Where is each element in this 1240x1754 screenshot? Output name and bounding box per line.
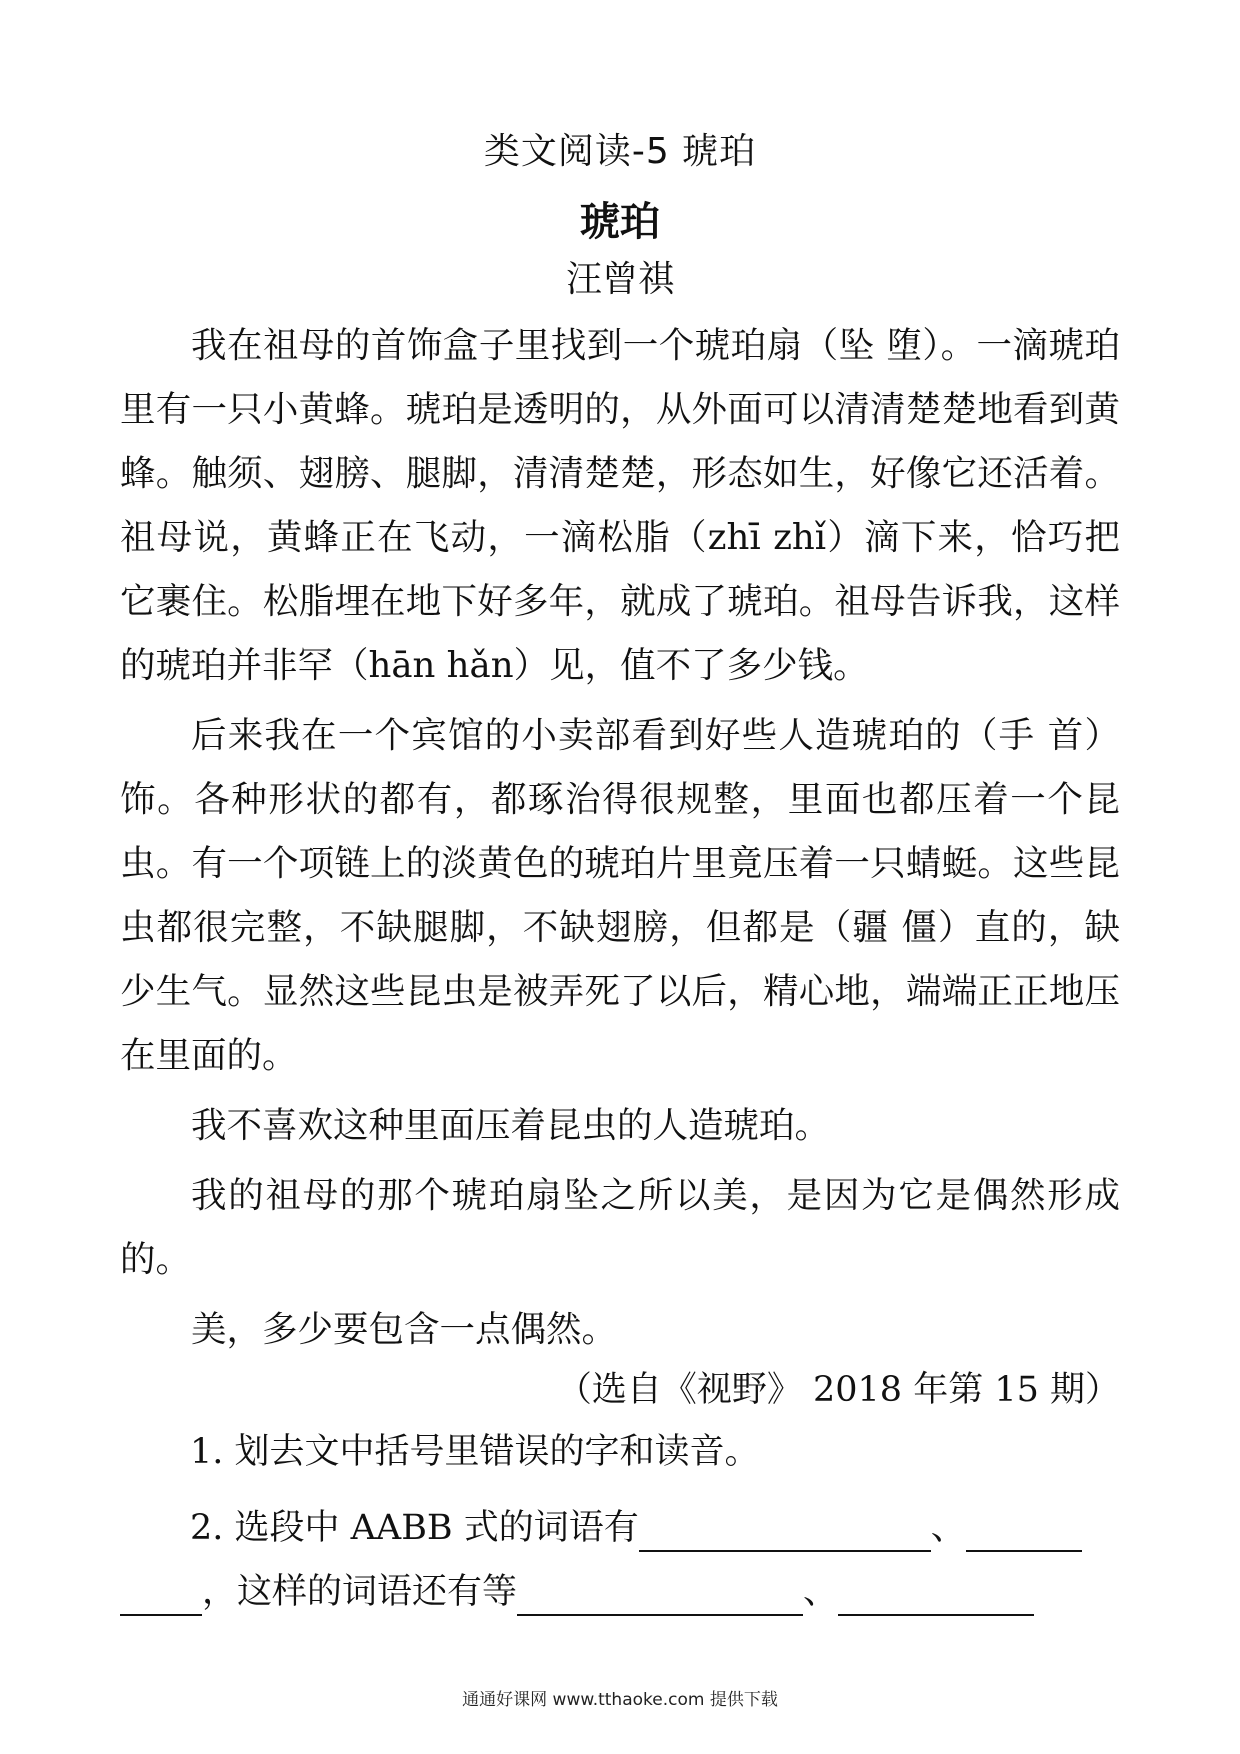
separator: 、 xyxy=(803,1572,839,1612)
answer-blank[interactable] xyxy=(966,1510,1082,1552)
question-2 xyxy=(190,1504,1082,1552)
paragraph: 我不喜欢这种里面压着昆虫的人造琥珀。 xyxy=(191,1105,831,1146)
article-source: （选自《视野》 2018 年第 15 期） xyxy=(556,1370,1120,1410)
paragraph: 后来我在一个宾馆的小卖部看到好些人造琥珀的（手 首）饰。各种形状的都有，都琢治得很规整，里面也都压着一个昆虫。有一个项链上的淡黄色的琥珀片里竟压着一只蜻蜓。这些昆虫都很完整，不缺腿脚，不缺翅膀，但都是（疆 僵）直的，缺少生气。显然这些昆虫是被弄死了以后，精心地，端端正正地压在里面的。 xyxy=(120,715,1120,1076)
answer-blank[interactable] xyxy=(639,1510,931,1552)
answer-blank[interactable] xyxy=(120,1574,202,1616)
footer-credit: 通通好课网 www.tthaoke.com 提供下载 xyxy=(462,1690,778,1710)
article-title: 琥珀 xyxy=(580,199,660,245)
question-2-text-continued: ，这样的词语还有等 xyxy=(202,1572,518,1612)
answer-blank[interactable] xyxy=(517,1574,803,1616)
paragraph: 我在祖母的首饰盒子里找到一个琥珀扇（坠 堕）。一滴琥珀里有一只小黄蜂。琥珀是透明的，从外面可以清清楚楚地看到黄蜂。触须、翅膀、腿脚，清清楚楚，形态如生，好像它还活着。祖母说，黄蜂正在飞动，一滴松脂（zhī zhǐ）滴下来，恰巧把它裹住。松脂埋在地下好多年，就成了琥珀。祖母告诉我，这样的琥珀并非罕（hān hǎn）见，值不了多少钱。 xyxy=(120,325,1120,686)
question-2-text: 2. 选段中 AABB 式的词语有 xyxy=(190,1508,639,1548)
paragraph: 美，多少要包含一点偶然。 xyxy=(191,1309,618,1350)
question-2-continued xyxy=(120,1568,1034,1616)
paragraph: 我的祖母的那个琥珀扇坠之所以美，是因为它是偶然形成的。 xyxy=(120,1175,1120,1280)
article-author: 汪曾祺 xyxy=(565,259,674,300)
worksheet-title: 类文阅读-5 琥珀 xyxy=(483,131,757,172)
question-1: 1. 划去文中括号里错误的字和读音。 xyxy=(190,1432,760,1472)
article-body xyxy=(120,314,1120,1362)
separator: 、 xyxy=(930,1508,966,1548)
answer-blank[interactable] xyxy=(838,1574,1034,1616)
